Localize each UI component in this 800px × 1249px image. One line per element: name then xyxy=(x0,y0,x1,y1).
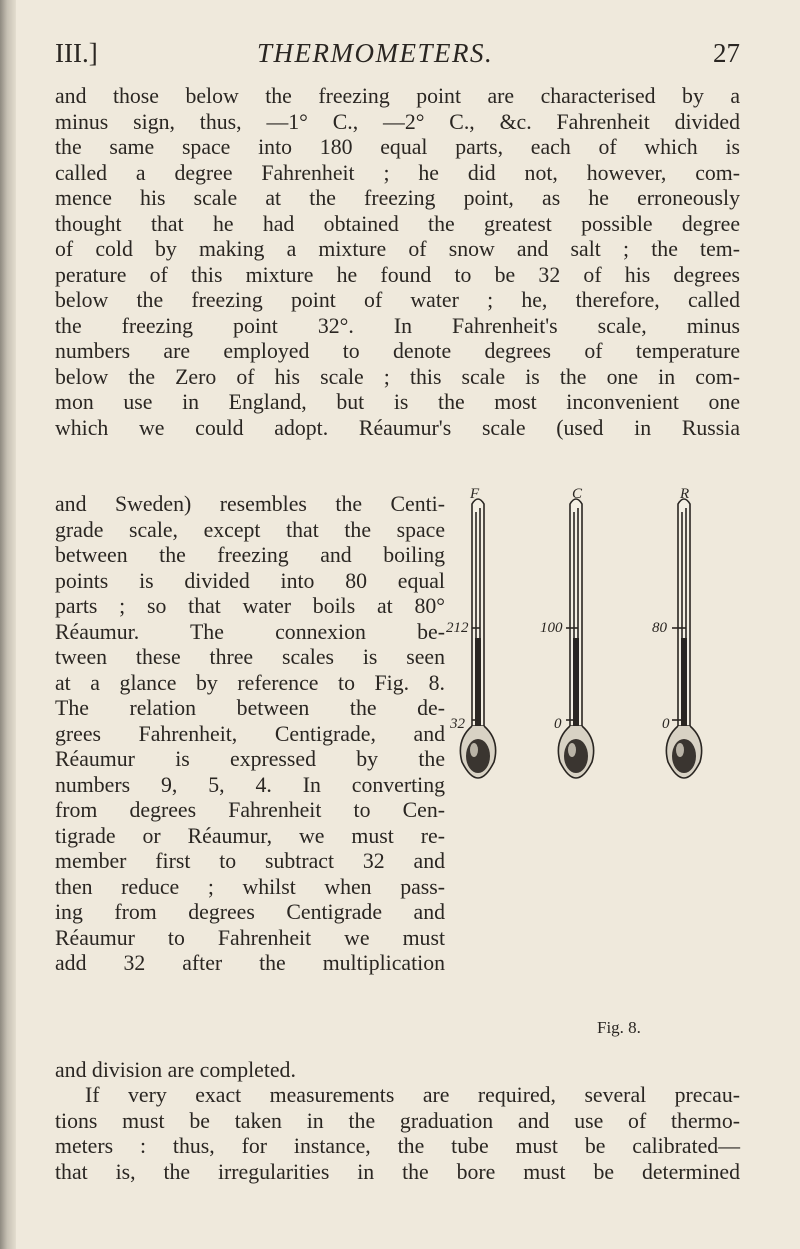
text-line: and those below the freezing point are characterised by a xyxy=(55,84,740,108)
reaumur-freezing-label: 0 xyxy=(662,716,670,732)
text-line: grade scale, except that the space xyxy=(55,517,445,542)
text-line: below the freezing point of water ; he, therefore, called xyxy=(55,288,740,312)
text-line: numbers 9, 5, 4. In converting xyxy=(55,772,445,797)
text-line: and Sweden) resembles the Centi- xyxy=(55,492,445,516)
text-line: mon use in England, but is the most inconvenient one xyxy=(55,390,740,414)
paragraph-wrapped-end: and division are completed. xyxy=(55,1058,296,1082)
thermometer-illustration xyxy=(450,488,760,1048)
text-line: add 32 after the multiplication xyxy=(55,951,445,975)
fahrenheit-letter: F xyxy=(470,486,480,502)
text-line: of cold by making a mixture of snow and salt ; the tem- xyxy=(55,237,740,261)
text-line: at a glance by reference to Fig. 8. xyxy=(55,670,445,695)
text-line: points is divided into 80 equal xyxy=(55,568,445,593)
text-line: thought that he had obtained the greatest possible degree xyxy=(55,211,740,236)
fahrenheit-boiling-label: 212 xyxy=(446,620,469,636)
reaumur-thermometer xyxy=(666,499,701,778)
text-line: called a degree Fahrenheit ; he did not, however, com- xyxy=(55,160,740,185)
text-line: tigrade or Réaumur, we must re- xyxy=(55,823,445,848)
text-line: which we could adopt. Réaumur's scale (used in Russia xyxy=(55,415,740,440)
figure-caption: Fig. 8. xyxy=(597,1018,641,1037)
centigrade-letter: C xyxy=(572,486,583,502)
text-line: Réaumur. The connexion be- xyxy=(55,619,445,644)
chapter-marker: III.] xyxy=(55,38,98,68)
paragraph-top xyxy=(55,84,740,441)
page-header xyxy=(55,38,740,78)
text-line: that is, the irregularities in the bore must be determined xyxy=(55,1159,740,1184)
text-line: Réaumur to Fahrenheit we must xyxy=(55,925,445,950)
text-line: mence his scale at the freezing point, as he erroneously xyxy=(55,186,740,210)
text-line: If very exact measurements are required, several precau- xyxy=(85,1083,740,1107)
text-line: member first to subtract 32 and xyxy=(55,849,445,873)
centigrade-boiling-label: 100 xyxy=(540,620,563,636)
paragraph-wrapped-around-figure xyxy=(55,492,445,977)
text-line: Réaumur is expressed by the xyxy=(55,747,445,771)
text-line: from degrees Fahrenheit to Cen- xyxy=(55,798,445,822)
text-line: numbers are employed to denote degrees of temperature xyxy=(55,339,740,363)
text-line: meters : thus, for instance, the tube must be calibrated— xyxy=(55,1134,740,1158)
text-line: grees Fahrenheit, Centigrade, and xyxy=(55,721,445,746)
running-title: THERMOMETERS. xyxy=(257,38,494,68)
text-line: The relation between the de- xyxy=(55,696,445,720)
reaumur-boiling-label: 80 xyxy=(652,620,667,636)
text-line: tween these three scales is seen xyxy=(55,645,445,669)
text-line: between the freezing and boiling xyxy=(55,543,445,567)
text-line: the freezing point 32°. In Fahrenheit's scale, minus xyxy=(55,313,740,338)
thermometer-figure xyxy=(446,486,760,1048)
fahrenheit-thermometer xyxy=(460,499,495,778)
fahrenheit-freezing-label: 32 xyxy=(450,716,465,732)
centigrade-freezing-label: 0 xyxy=(554,716,562,732)
book-spine-shadow xyxy=(0,0,16,1249)
text-line: perature of this mixture he found to be 32 of his degrees xyxy=(55,262,740,287)
text-line: tions must be taken in the graduation and use of thermo- xyxy=(55,1108,740,1133)
text-line: ing from degrees Centigrade and xyxy=(55,900,445,924)
text-line: minus sign, thus, —1° C., —2° C., &c. Fahrenheit divided xyxy=(55,109,740,134)
text-line: then reduce ; whilst when pass- xyxy=(55,874,445,899)
page-number: 27 xyxy=(713,38,740,68)
centigrade-thermometer xyxy=(558,499,593,778)
text-line: the same space into 180 equal parts, each of which is xyxy=(55,135,740,159)
reaumur-letter: R xyxy=(680,486,690,502)
text-line: below the Zero of his scale ; this scale is the one in com- xyxy=(55,364,740,389)
text-line: parts ; so that water boils at 80° xyxy=(55,594,445,618)
paragraph-bottom xyxy=(55,1083,740,1185)
